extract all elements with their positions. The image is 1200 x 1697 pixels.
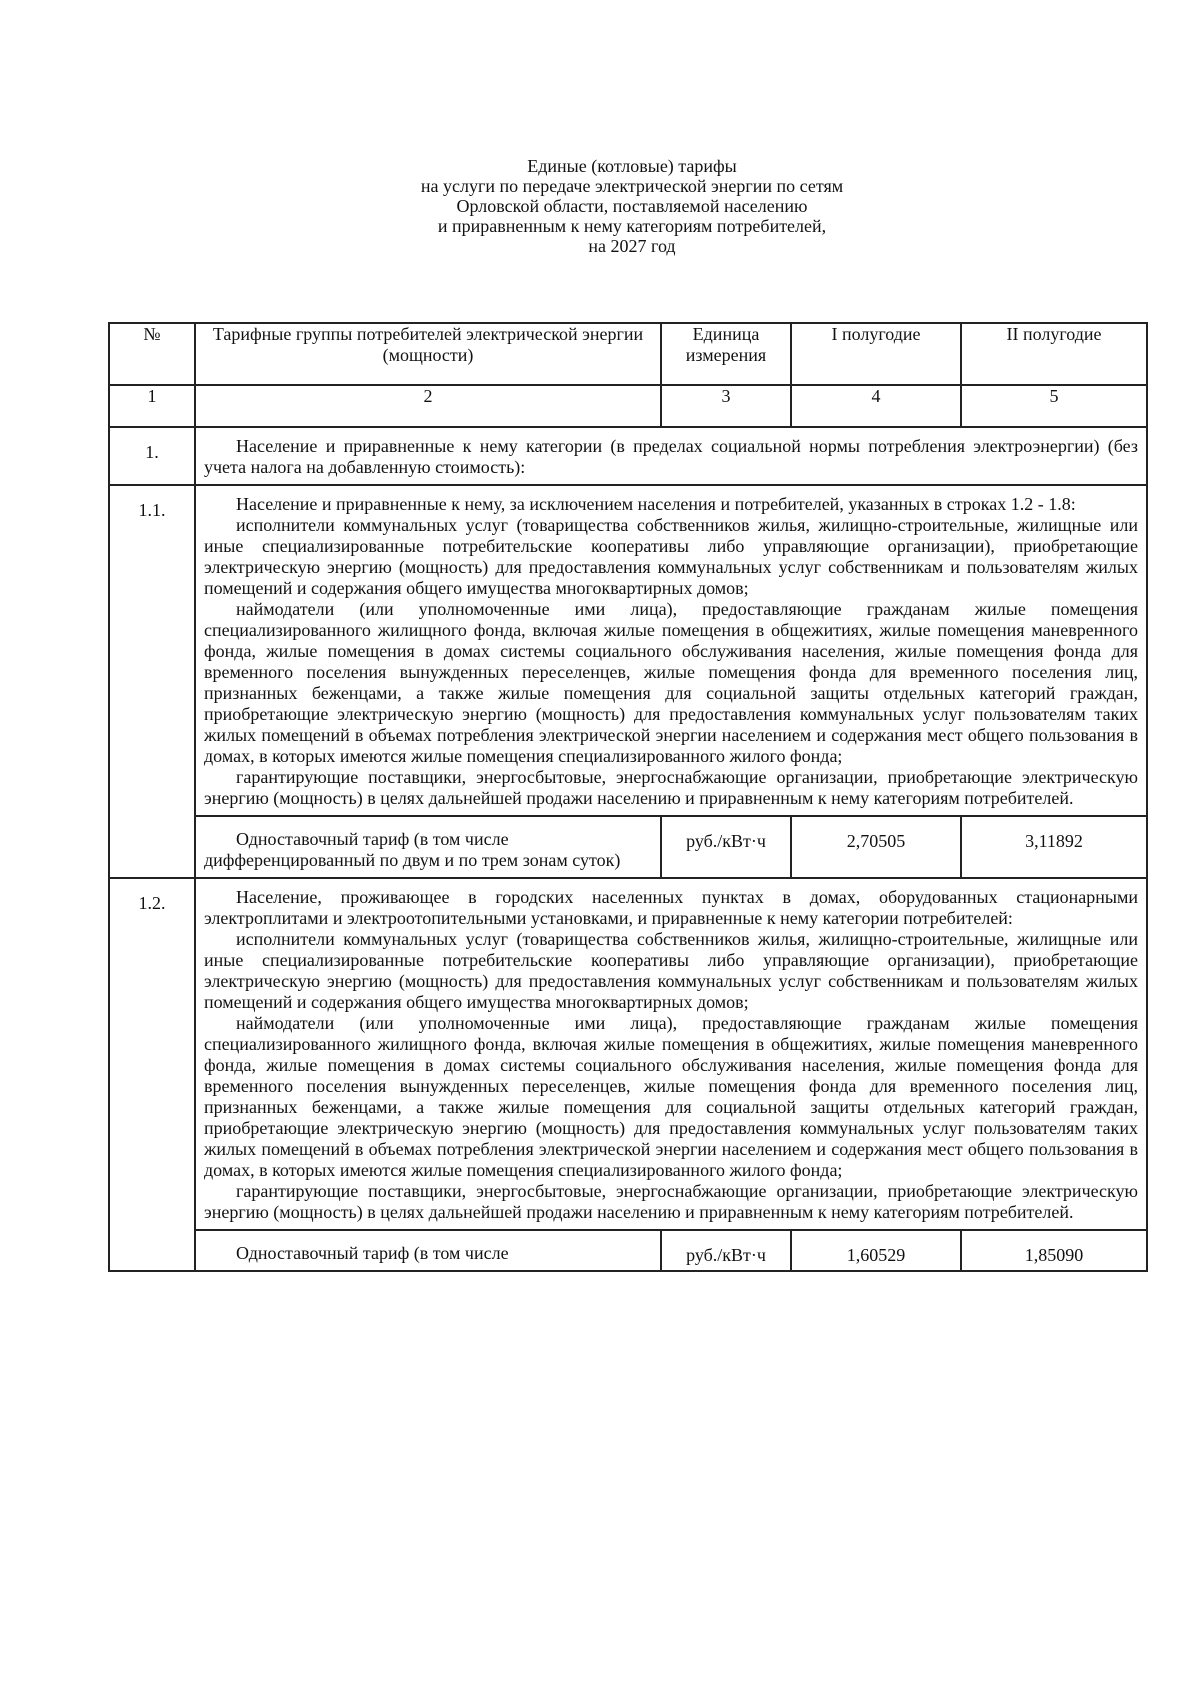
rate-unit: руб./кВт·ч: [661, 1230, 791, 1271]
table-row: [109, 485, 1147, 816]
title-line: на 2027 год: [588, 236, 676, 256]
title-line: Единые (котловые) тарифы: [527, 156, 737, 176]
column-number: 5: [961, 385, 1147, 427]
title-line: Орловской области, поставляемой населению: [456, 196, 808, 216]
header-number: №: [109, 323, 195, 385]
row-paragraph: наймодатели (или уполномоченные ими лица), предоставляющие гражданам жилые помещения специализированного жилищного фонда, включая жилые помещения в общежитиях, жилые помещения маневренного фонда, жилые помещения в домах системы социального обслуживания населения, жилые помещения фонда для временного поселения вынужденных переселенцев, жилые помещения фонда для временного поселения лиц, признанных беженцами, а также жилые помещения для социальной защиты отдельных категорий граждан, приобретающие электрическую энергию (мощность) для предоставления коммунальных услуг пользователям таких жилых помещений в объемах потребления электрической энергии населением и содержания мест общего пользования в домах, в которых имеются жилые помещения специализированного жилого фонда;: [204, 599, 1138, 766]
row-paragraph: Население и приравненные к нему, за исключением населения и потребителей, указанных в строках 1.2 - 1.8:: [236, 494, 1076, 514]
header-first-half: I полугодие: [791, 323, 961, 385]
row-paragraph: наймодатели (или уполномоченные ими лица), предоставляющие гражданам жилые помещения специализированного жилищного фонда, включая жилые помещения в общежитиях, жилые помещения маневренного фонда, жилые помещения в домах системы социального обслуживания населения, жилые помещения фонда для временного поселения вынужденных переселенцев, жилые помещения фонда для временного поселения лиц, признанных беженцами, а также жилые помещения для социальной защиты отдельных категорий граждан, приобретающие электрическую энергию (мощность) для предоставления коммунальных услуг пользователям таких жилых помещений в объемах потребления электрической энергии населением и содержания мест общего пользования в домах, в которых имеются жилые помещения специализированного жилого фонда;: [204, 1013, 1138, 1180]
rate-name: Одноставочный тариф (в том числе дифференцированный по двум и по трем зонам суток): [195, 816, 661, 878]
column-number: 3: [661, 385, 791, 427]
column-number: 2: [195, 385, 661, 427]
table-header-row: [109, 323, 1147, 385]
row-paragraph: Население и приравненные к нему категории (в пределах социальной нормы потребления электроэнергии) (без учета налога на добавленную стоимость):: [204, 436, 1138, 477]
column-number: 1: [109, 385, 195, 427]
row-paragraph: гарантирующие поставщики, энергосбытовые, энергоснабжающие организации, приобретающие электрическую энергию (мощность) в целях дальнейшей продажи населению и приравненным к нему категориям потребителей.: [204, 767, 1138, 808]
table-row: [109, 878, 1147, 1230]
header-unit: Единица измерения: [661, 323, 791, 385]
rate-unit: руб./кВт·ч: [661, 816, 791, 878]
row-paragraph: исполнители коммунальных услуг (товарищества собственников жилья, жилищно-строительные, жилищные или иные специализированные потребительские кооперативы либо управляющие организации), приобретающие электрическую энергию (мощность) для предоставления коммунальных услуг собственникам и пользователям жилых помещений и содержания общего имущества многоквартирных домов;: [204, 929, 1138, 1012]
rate-second-half: 3,11892: [961, 816, 1147, 878]
table-row: [109, 427, 1147, 485]
column-number: 4: [791, 385, 961, 427]
row-description: [195, 485, 1147, 816]
row-description: [195, 878, 1147, 1230]
rate-first-half: 2,70505: [791, 816, 961, 878]
row-paragraph: Население, проживающее в городских населенных пунктах в домах, оборудованных стационарными электроплитами и электроотопительными установками, и приравненные к нему категории потребителей:: [204, 887, 1138, 928]
rate-first-half: 1,60529: [791, 1230, 961, 1271]
column-number-row: [109, 385, 1147, 427]
row-paragraph: исполнители коммунальных услуг (товарищества собственников жилья, жилищно-строительные, жилищные или иные специализированные потребительские кооперативы либо управляющие организации), приобретающие электрическую энергию (мощность) для предоставления коммунальных услуг собственникам и пользователям жилых помещений и содержания общего имущества многоквартирных домов;: [204, 515, 1138, 598]
row-number: 1.: [109, 427, 195, 485]
header-second-half: II полугодие: [961, 323, 1147, 385]
row-description: [195, 427, 1147, 485]
header-tariff-groups: Тарифные группы потребителей электрической энергии (мощности): [195, 323, 661, 385]
rate-name: Одноставочный тариф (в том числе: [195, 1230, 661, 1271]
row-number: 1.1.: [109, 485, 195, 878]
row-number: 1.2.: [109, 878, 195, 1271]
tariff-rate-row: [109, 1230, 1147, 1271]
title-line: и приравненным к нему категориям потребителей,: [437, 216, 827, 236]
tariff-rate-row: [109, 816, 1147, 878]
rate-second-half: 1,85090: [961, 1230, 1147, 1271]
row-paragraph: гарантирующие поставщики, энергосбытовые, энергоснабжающие организации, приобретающие электрическую энергию (мощность) в целях дальнейшей продажи населению и приравненным к нему категориям потребителей.: [204, 1181, 1138, 1222]
tariffs-table: [108, 322, 1148, 1272]
document-title: [0, 156, 1200, 256]
title-line: на услуги по передаче электрической энергии по сетям: [420, 176, 844, 196]
